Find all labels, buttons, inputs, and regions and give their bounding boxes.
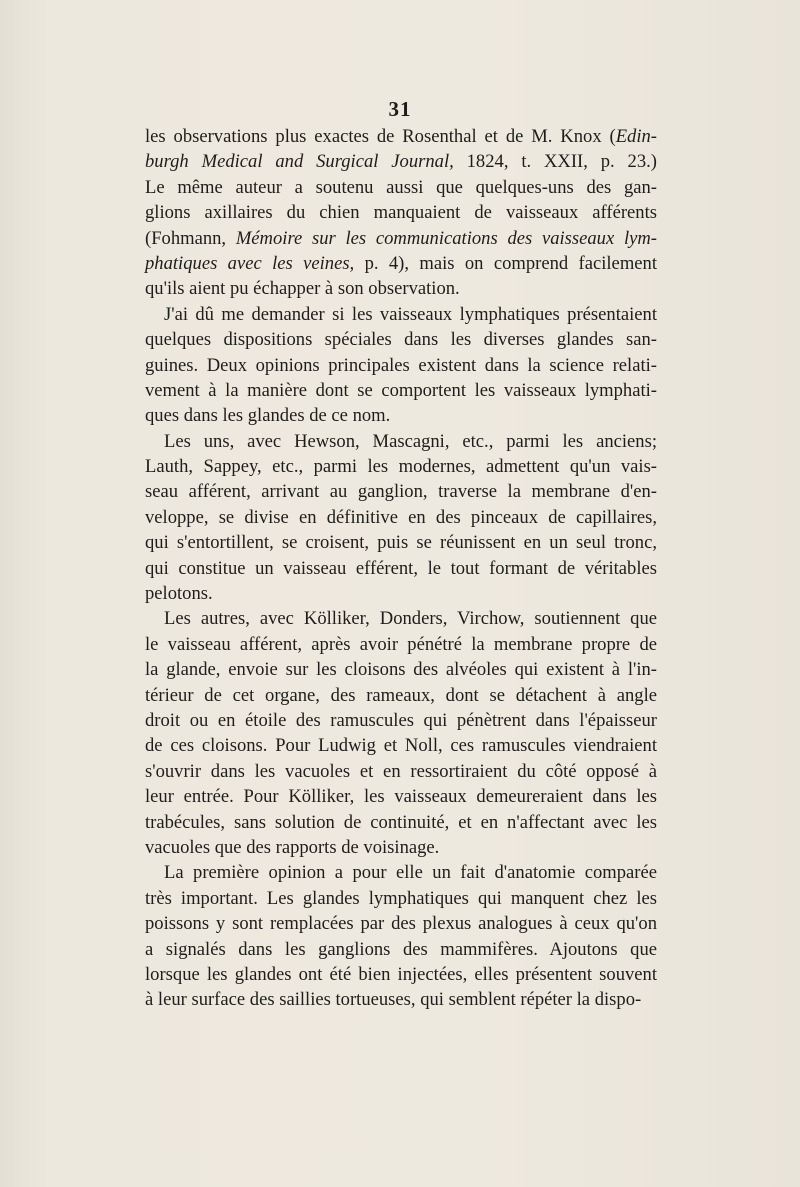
text-segment: Le même auteur a soutenu aussi que quelques-uns des gan- [145,176,657,198]
text-segment: ques dans les glandes de ce nom. [145,405,391,427]
text-line [145,987,657,1012]
text-segment: les observations plus exactes de Rosenthal et de M. Knox ( [145,126,616,147]
text-line [145,784,657,809]
text-segment: le vaisseau afférent, après avoir pénétré la membrane propre de [145,633,657,655]
text-segment: 1824, t. XXII, p. 23.) [453,151,657,173]
text-line [145,556,657,581]
text-line [145,708,657,733]
text-line [145,251,657,276]
text-segment: trabécules, sans solution de continuité, et en n'affectant avec les [145,811,657,833]
text-segment: guines. Deux opinions principales existent dans la science relati- [145,354,657,376]
text-line [145,327,657,352]
text-segment: s'ouvrir dans les vacuoles et en ressortiraient du côté opposé à [145,760,657,782]
text-line [145,632,657,657]
text-line [145,606,657,631]
text-segment: de ces cloisons. Pour Ludwig et Noll, ces ramuscules viendraient [145,735,657,757]
paragraph [145,606,657,860]
italic-text: Mémoire sur les communications des vaisseaux lym- [235,227,657,249]
text-line [145,505,657,530]
text-line [145,683,657,708]
text-line [145,124,657,149]
text-line [145,886,657,911]
text-segment: droit ou en étoile des ramuscules qui pénètrent dans l'épaisseur [145,709,657,731]
text-segment: La première opinion a pour elle un fait d'anatomie comparée [164,862,657,884]
italic-text: phatiques avec les veines, [145,252,355,274]
text-line [145,200,657,225]
page-number: 31 [388,97,412,121]
text-segment: lorsque les glandes ont été bien injectées, elles présentent souvent [145,963,657,985]
text-line [145,226,657,251]
text-segment: p. 4), mais on comprend facilement [354,252,657,274]
text-line [145,937,657,962]
text-segment: qui s'entortillent, se croisent, puis se réunissent en un seul tronc, [145,532,657,554]
text-segment: la glande, envoie sur les cloisons des alvéoles qui existent à l'in- [145,659,657,681]
body-text [145,124,657,1013]
text-segment: vacuoles que des rapports de voisinage. [145,836,440,858]
text-segment: veloppe, se divise en définitive en des pinceaux de capillaires, [145,506,657,528]
text-line [145,759,657,784]
text-segment: Les autres, avec Kölliker, Donders, Virchow, soutiennent que [164,608,657,630]
text-segment: très important. Les glandes lymphatiques qui manquent chez les [145,887,657,909]
text-segment: a signalés dans les ganglions des mammifères. Ajoutons que [145,938,657,960]
text-segment: leur entrée. Pour Kölliker, les vaisseaux demeureraient dans les [145,786,657,808]
text-line [145,378,657,403]
text-line [145,810,657,835]
text-segment: Les uns, avec Hewson, Mascagni, etc., parmi les anciens; [164,430,657,452]
text-line [145,479,657,504]
text-line [145,353,657,378]
paragraph [145,429,657,607]
text-segment: quelques dispositions spéciales dans les diverses glandes san- [145,329,657,351]
text-segment: vement à la manière dont se comportent les vaisseaux lymphati- [145,379,657,401]
paragraph [145,302,657,429]
text-line [145,581,657,606]
text-line [145,860,657,885]
italic-text: burgh Medical and Surgical Journal, [145,151,454,173]
text-line [145,657,657,682]
text-segment: J'ai dû me demander si les vaisseaux lymphatiques présentaient [164,303,657,325]
italic-text: Edin- [615,126,657,147]
text-segment: térieur de cet organe, des rameaux, dont se détachent à angle [145,684,657,706]
text-segment: poissons y sont remplacées par des plexus analogues à ceux qu'on [145,913,657,935]
text-line [145,429,657,454]
text-line [145,149,657,174]
text-line [145,733,657,758]
text-line [145,302,657,327]
text-line [145,530,657,555]
text-segment: seau afférent, arrivant au ganglion, traverse la membrane d'en- [145,481,657,503]
text-line [145,962,657,987]
text-line [145,175,657,200]
text-line [145,835,657,860]
text-line [145,454,657,479]
paragraph [145,124,657,302]
paragraph [145,860,657,1012]
text-segment: qu'ils aient pu échapper à son observation. [145,278,460,300]
text-line [145,276,657,301]
text-segment: (Fohmann, [145,227,236,249]
text-segment: Lauth, Sappey, etc., parmi les modernes, admettent qu'un vais- [145,456,657,478]
text-line [145,403,657,428]
text-line [145,911,657,936]
text-segment: à leur surface des saillies tortueuses, qui semblent répéter la dispo- [145,989,642,1011]
text-segment: pelotons. [145,583,213,605]
text-segment: qui constitue un vaisseau efférent, le tout formant de véritables [145,557,657,579]
text-segment: glions axillaires du chien manquaient de vaisseaux afférents [145,202,657,224]
